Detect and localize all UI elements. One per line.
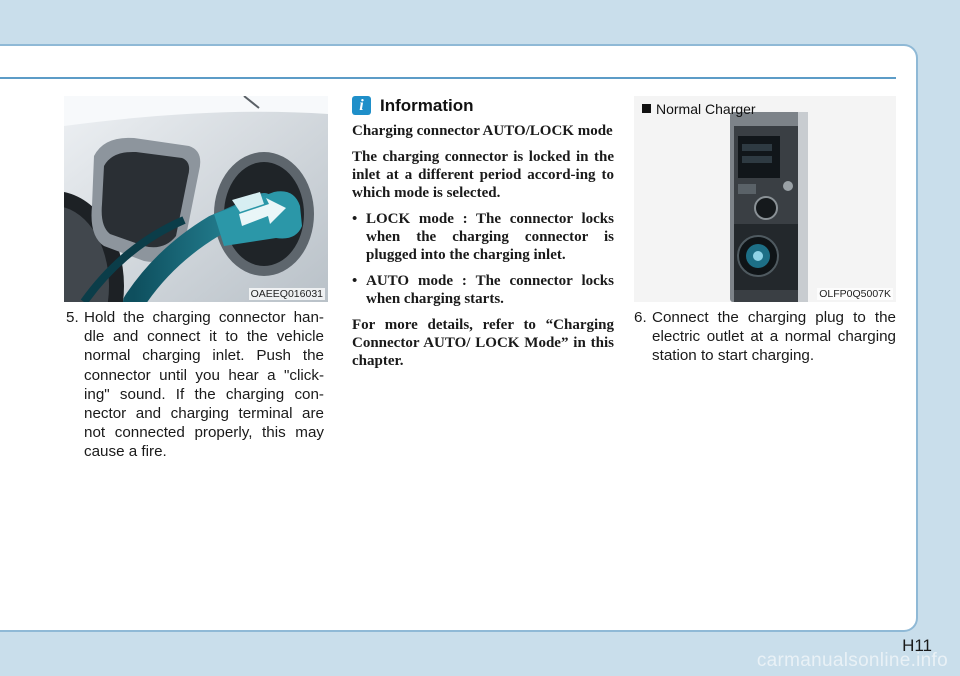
bullet-text: LOCK mode : The connector locks when the charging connector is plugged into the charging inlet. (366, 211, 614, 263)
information-heading: Charging connector AUTO/LOCK mode (352, 123, 613, 139)
charging-connector-illustration (64, 96, 328, 302)
square-bullet-icon (642, 104, 651, 113)
figure-code: OLFP0Q5007K (819, 288, 891, 300)
step-text: Hold the charging connector han-dle and connect it to the vehicle normal charging inlet. Push the connector until you hear a "click-ing" sound. If the charging con-nector and charging terminal are not connected properly, this may cause a fire. (84, 309, 324, 461)
bullet-dot: • (352, 273, 358, 289)
bullet-text: AUTO mode : The connector locks when charging starts. (366, 273, 614, 307)
watermark: carmanualsonline.info (756, 650, 948, 671)
step-number: 6. (634, 309, 647, 326)
information-intro: The charging connector is locked in the inlet at a different period accord-ing to which mode is selected. (352, 149, 614, 201)
step-text: Connect the charging plug to the electric outlet at a normal charging station to start charging. (652, 309, 896, 365)
information-title: Information (380, 96, 474, 115)
page-number: H11 (902, 636, 932, 655)
step-6 (634, 308, 896, 366)
charging-connector-photo (64, 96, 328, 302)
step-5 (66, 308, 324, 462)
information-header (352, 96, 614, 120)
figure-label-text: Normal Charger (656, 101, 756, 117)
information-icon: i (352, 96, 371, 115)
figure-label (642, 101, 756, 117)
header-rule (0, 77, 896, 79)
bullet-dot: • (352, 211, 358, 227)
normal-charger-illustration (634, 96, 896, 302)
normal-charger-photo (634, 96, 896, 302)
step-number: 5. (66, 309, 79, 326)
information-bullet (352, 210, 614, 264)
figure-code: OAEEQ016031 (250, 288, 323, 300)
information-body (352, 122, 614, 378)
information-bullet (352, 272, 614, 308)
information-note: For more details, refer to “Charging Connector AUTO/ LOCK Mode” in this chapter. (352, 317, 614, 369)
